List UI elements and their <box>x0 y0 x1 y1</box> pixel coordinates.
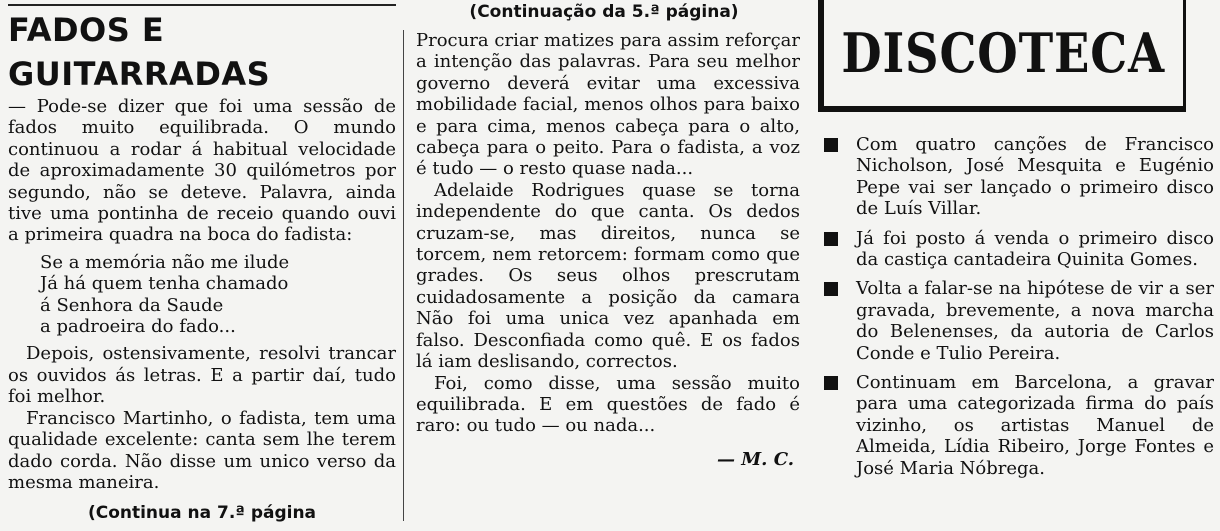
article-paragraph: Depois, ostensivamente, resolvi trancar os ouvidos ás letras. E a partir daí, tudo foi melhor. <box>8 343 396 408</box>
news-item <box>816 228 1214 271</box>
verse-line: á Senhora da Saude <box>40 294 224 316</box>
verse-line: a padroeira do fado... <box>40 316 236 338</box>
continued-on-note: (Continua na 7.ª página <box>87 503 317 524</box>
article-headline: FADOS E GUITARRADAS <box>8 4 396 96</box>
verse-line: Se a memória não me ilude <box>40 251 290 273</box>
verse-line: Já há quem tenha chamado <box>40 273 289 295</box>
article-paragraph: Procura criar matizes para assim reforçar a intenção das palavras. Para seu melhor governo deverá evitar uma excessiva mobilidade facial, menos olhos para baixo e para cima, menos cabeça para o alto, cabeça para o peito. Para o fadista, a voz é tudo — o resto quase nada... <box>416 30 800 180</box>
news-item <box>816 372 1214 479</box>
discoteca-column <box>808 0 1220 531</box>
news-item <box>816 134 1214 220</box>
news-item-text: Já foi posto á venda o primeiro disco da castiça cantadeira Quinita Gomes. <box>856 227 1214 271</box>
discoteca-items <box>816 134 1214 479</box>
author-signature: — M. C. <box>716 448 794 470</box>
discoteca-title: DISCOTECA <box>841 21 1166 85</box>
square-bullet-icon <box>824 232 838 246</box>
square-bullet-icon <box>824 376 838 390</box>
continued-from-note: (Continuação da 5.ª página) <box>469 2 739 22</box>
article-column-2 <box>404 0 804 531</box>
news-item-text: Com quatro canções de Francisco Nicholson, José Mesquita e Eugénio Pepe vai ser lançado o primeiro disco de Luís Villar. <box>856 134 1214 220</box>
discoteca-title-box <box>818 0 1186 112</box>
article-paragraph: Francisco Martinho, o fadista, tem uma qualidade excelente: canta sem lhe terem dado corda. Não disse um unico verso da mesma maneira. <box>8 407 396 493</box>
article-paragraph: — Pode-se dizer que foi uma sessão de fados muito equilibrada. O mundo continuou a rodar á habitual velocidade de aproximadamente 30 quilómetros por segundo, não se deteve. Palavra, ainda tive uma pontinha de receio quando ouvi a primeira quadra na boca do fadista: <box>8 96 396 246</box>
verse-quatrain <box>40 252 396 338</box>
news-item-text: Volta a falar-se na hipótese de vir a ser gravada, brevemente, a nova marcha do Belenenses, da autoria de Carlos Conde e Tulio Pereira. <box>856 278 1214 364</box>
square-bullet-icon <box>824 138 838 152</box>
article-paragraph: Foi, como disse, uma sessão muito equilibrada. E em questões de fado é raro: ou tudo — ou nada... <box>416 372 800 437</box>
news-item <box>816 278 1214 364</box>
article-paragraph: Adelaide Rodrigues quase se torna independente do que canta. Os dedos cruzam-se, mas direitos, nunca se torcem, nem retorcem: formam como que grades. Os seus olhos prescrutam cuidadosamente a posição da camara Não foi uma unica vez apanhada em falso. Desconfiada como quê. E os fados lá iam deslisando, correctos. <box>416 179 800 373</box>
news-item-text: Continuam em Barcelona, a gravar para uma categorizada firma do país vizinho, os artistas Manuel de Almeida, Lídia Ribeiro, Jorge Fontes e José Maria Nóbrega. <box>856 372 1214 479</box>
article-column-1 <box>0 0 402 531</box>
square-bullet-icon <box>824 282 838 296</box>
